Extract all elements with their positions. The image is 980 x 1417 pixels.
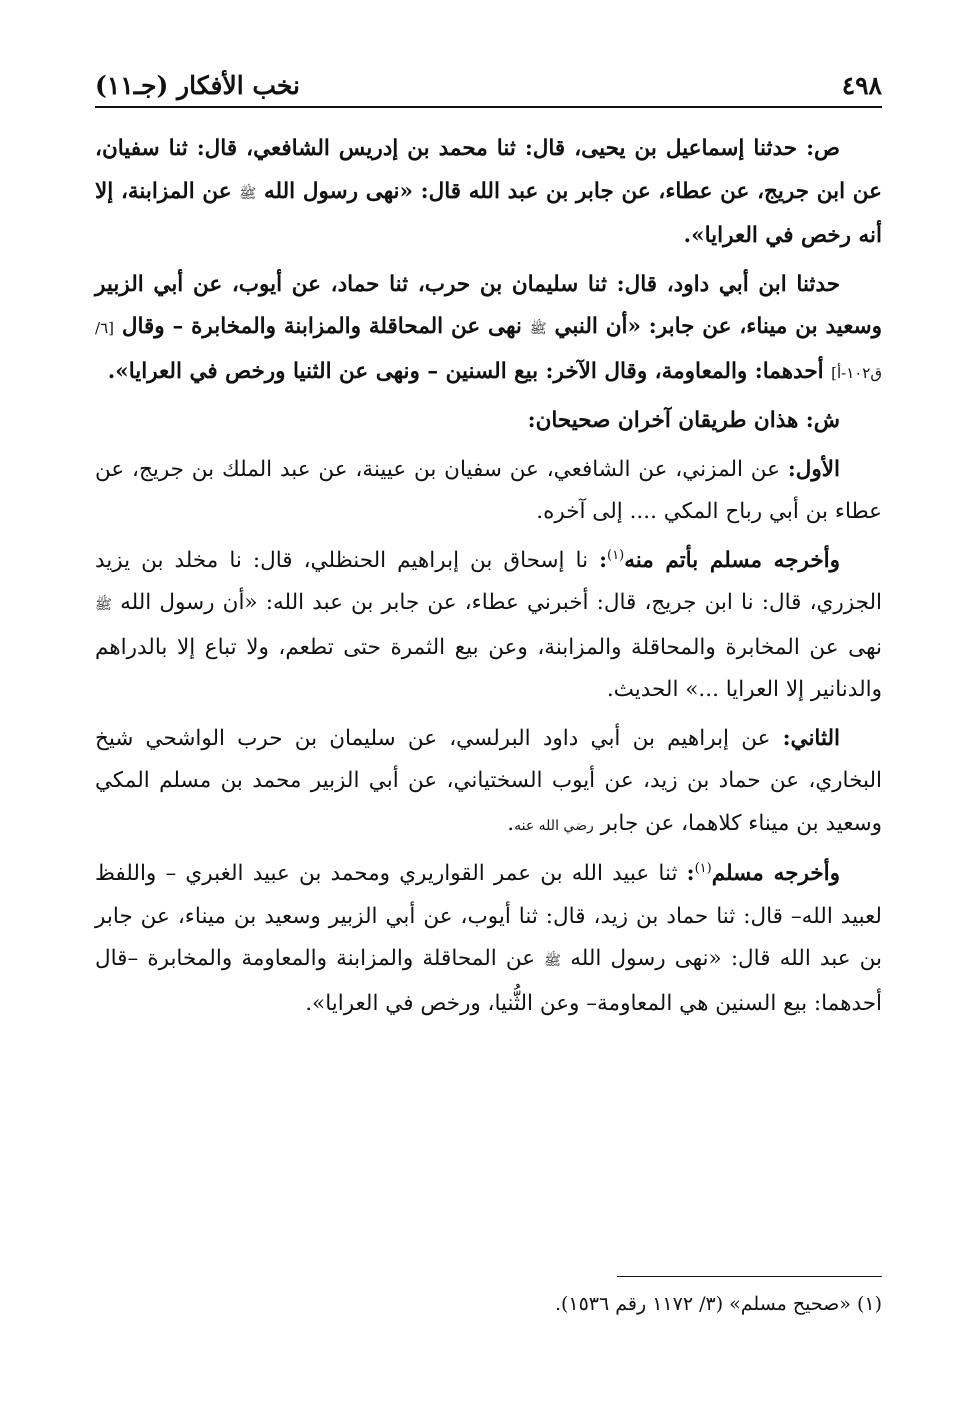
footnote-marker[interactable]: (١)	[607, 547, 625, 563]
section-label: :	[599, 547, 608, 573]
section-label: ص:	[806, 136, 840, 161]
section-label: الثاني:	[782, 725, 840, 751]
running-title: نخب الأفكار (جـ١١)	[95, 71, 301, 100]
paragraph-text: عن المزني، عن الشافعي، عن سفيان بن عيينة، عن عبد الملك بن جريج، عن عطاء بن أبي رباح المكي .... إلى آخره.	[95, 456, 882, 524]
paragraph-text: نا إسحاق بن إبراهيم الحنظلي، قال: نا مخلد بن يزيد الجزري، قال: نا ابن جريج، قال: أخبرني عطاء، عن جابر بن عبد الله: «أن رسول الله	[95, 547, 882, 615]
section-label: وأخرجه مسلم بأتم منه	[624, 547, 841, 573]
paragraph-text: نهى عن المخابرة والمحاقلة والمزابنة، وعن بيع الثمرة حتى تطعم، ولا تباع إلا بالدراهم والدنانير إلا العرايا ...» الحديث.	[95, 634, 882, 702]
paragraph-text: أحدهما: والمعاومة، وقال الآخر: بيع السنين – ونهى عن الثنيا ورخص في العرايا».	[107, 358, 832, 384]
paragraph-text: .	[507, 810, 515, 836]
paragraph-5	[95, 540, 882, 712]
paragraph-6	[95, 718, 882, 848]
footnote-marker[interactable]: (١)	[694, 860, 712, 876]
paragraph-4	[95, 449, 882, 534]
paragraph-text: عن المحاقلة والمزابنة والمعاومة والمخابرة –قال أحدهما: بيع السنين هي المعاومة– وعن الثُّنيا، ورخص في العرايا».	[95, 946, 882, 1016]
paragraph-text: حدثنا إسماعيل بن يحيى، قال: ثنا محمد بن إدريس الشافعي، قال: ثنا سفيان، عن ابن جريج، عن عطاء، عن جابر بن عبد الله قال: «نهى رسول الله	[95, 136, 882, 204]
honorific-glyph: رضي الله عنه	[514, 817, 594, 834]
page-number: ٤٩٨	[841, 71, 882, 100]
footnote-separator	[617, 1276, 882, 1277]
paragraph-text: حدثنا ابن أبي داود، قال: ثنا سليمان بن حرب، ثنا حماد، عن أيوب، عن أبي الزبير وسعيد بن ميناء، عن جابر: «أن النبي	[95, 271, 882, 339]
honorific-glyph: ﷺ	[529, 321, 547, 337]
paragraph-text: عن المزابنة، إلا أنه رخص في العرايا».	[95, 178, 882, 248]
section-label: وأخرجه مسلم	[711, 861, 840, 886]
honorific-glyph: ﷺ	[95, 597, 112, 613]
footnote: (١) «صحيح مسلم» (٣/ ١١٧٢ رقم ١٥٣٦).	[554, 1293, 882, 1315]
paragraph-text: عن إبراهيم بن أبي داود البرلسي، عن سليمان بن حرب الواشحي شيخ البخاري، عن حماد بن زيد، عن أيوب السختياني، عن أبي الزبير محمد بن مسلم المكي وسعيد بن ميناء كلاهما، عن جابر	[95, 725, 882, 836]
honorific-glyph: ﷺ	[544, 953, 562, 969]
paragraph-7	[95, 853, 882, 1025]
paragraph-1	[95, 128, 882, 258]
paragraph-text: نهى عن المحاقلة والمزابنة والمخابرة – وقال	[113, 314, 530, 339]
page-header	[95, 62, 882, 108]
section-label: :	[686, 861, 695, 886]
paragraph-2	[95, 264, 882, 395]
honorific-glyph: ﷺ	[239, 185, 257, 202]
section-label: الأول:	[787, 456, 840, 482]
main-text	[95, 128, 882, 1031]
paragraph-3: ش: هذان طريقان آخران صحيحان:	[527, 408, 840, 433]
manuscript-reference: [٦/ق١٠٢-أ]	[95, 319, 882, 382]
paragraph-text: ثنا عبيد الله بن عمر القواريري ومحمد بن عبيد الغبري – واللفظ لعبيد الله– قال: ثنا حماد بن زيد، قال: ثنا أيوب، عن أبي الزبير وسعيد بن ميناء، عن جابر بن عبد الله قال: «نهى رسول الله	[95, 861, 882, 971]
